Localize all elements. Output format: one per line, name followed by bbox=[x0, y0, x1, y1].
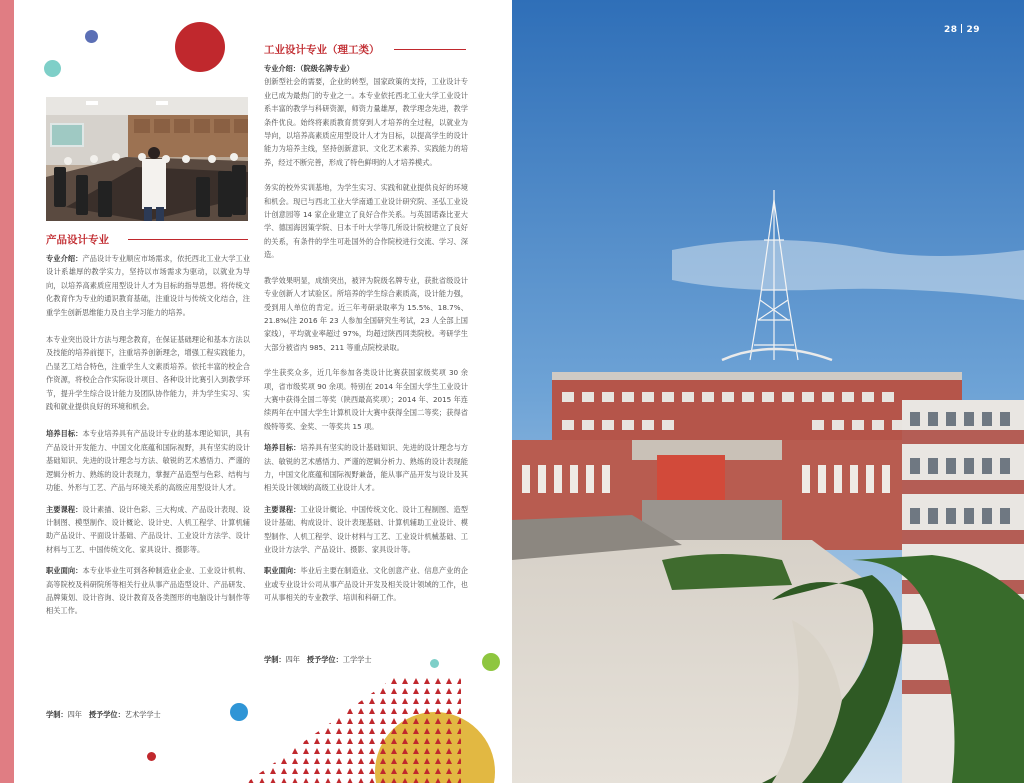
classroom-photo bbox=[46, 97, 248, 221]
product-design-intro bbox=[46, 252, 250, 319]
industrial-design-body bbox=[264, 62, 468, 613]
product-career-label: 职业面向： bbox=[46, 566, 83, 576]
industrial-design-meta bbox=[264, 655, 372, 665]
industrial-design-intro bbox=[264, 62, 468, 169]
industrial-design-title: 工业设计专业（理工类） bbox=[264, 44, 380, 56]
industrial-duration-label: 学制： bbox=[264, 655, 286, 664]
industrial-career-text: 毕业后主要在制造业、文化创意产业、信息产业的企业或专业设计公司从事产品设计开发及相关设计领域的工作，也可从事相关的专业教学、培训和科研工作。 bbox=[264, 566, 468, 603]
industrial-career-label: 职业面向： bbox=[264, 566, 301, 576]
industrial-goal-label: 培养目标： bbox=[264, 443, 301, 453]
page-spine bbox=[0, 0, 14, 783]
industrial-design-goal bbox=[264, 441, 468, 495]
industrial-design-para4: 学生获奖众多，近几年参加各类设计比赛获国家级奖项 30 余项，省市级奖项 90 余项。特别在 2014 年全国大学生工业设计大赛中获得全国二等奖（陕西最高奖项）；2014 年、2015 年连续两年在中国大学生计算机设计大赛中获得全国二等奖；获得省级特等奖、金奖、一等奖共 15 项。 bbox=[264, 368, 468, 431]
product-goal-label: 培养目标： bbox=[46, 429, 83, 439]
product-design-courses bbox=[46, 503, 250, 557]
industrial-courses-text: 工业设计概论、中国传统文化、设计工程制图、造型设计基础、构成设计、设计表现基础、计算机辅助工业设计、模型制作、人机工程学、设计材料与工艺、工业设计机械基础、工业设计方法学、产品设计、摄影、家具设计等。 bbox=[264, 504, 468, 554]
product-duration-label: 学制： bbox=[46, 710, 68, 719]
campus-photo bbox=[512, 0, 1024, 783]
product-design-goal bbox=[46, 427, 250, 494]
decor-dot-navy bbox=[85, 30, 98, 43]
industrial-courses-label: 主要课程： bbox=[264, 504, 301, 514]
decor-dot-red-large bbox=[175, 22, 225, 72]
page-numbers bbox=[944, 24, 980, 35]
decor-dot-teal-small bbox=[430, 659, 439, 668]
product-goal-text: 本专业培养具有产品设计专业的基本理论知识，具有产品设计开发能力、中国文化底蕴和国际视野，具有坚实的设计基础知识、先进的设计理念与方法、敏锐的艺术感悟力、严谨的逻辑分析力、熟练的设计表现力，掌握产品造型与色彩、结构与功能、外形与工艺、产品与环境关系的高级应用型设计人才。 bbox=[46, 429, 250, 493]
decor-dot-red-small bbox=[147, 752, 156, 761]
decor-triangle-pattern bbox=[246, 676, 461, 783]
left-page bbox=[14, 0, 512, 783]
decor-dot-green bbox=[482, 653, 500, 671]
industrial-goal-text: 培养具有坚实的设计基础知识、先进的设计理念与方法、敏锐的艺术感悟力、严谨的逻辑分析力、熟练的设计表现能力，中国文化底蕴和国际视野兼备，能从事产品开发与设计及其相关设计领域的高级工业设计人才。 bbox=[264, 443, 468, 493]
product-degree-value: 艺术学学士 bbox=[124, 710, 161, 719]
product-intro-text: 产品设计专业顺应市场需求，依托西北工业大学工业设计系雄厚的教学实力，坚持以市场需求为驱动，以就业为导向，以培养高素质应用型设计人才为目标的指导思想。将传统文化教育作为专业的通识教育基础，注重设计与传统文化结合，注重学生创新思维能力及自主学习能力的培养。 bbox=[46, 254, 250, 317]
product-design-body bbox=[46, 252, 250, 626]
decor-dot-teal bbox=[44, 60, 61, 77]
industrial-degree-label: 授予学位： bbox=[306, 655, 343, 664]
product-courses-label: 主要课程： bbox=[46, 504, 83, 514]
product-design-para2: 本专业突出设计方法与理念教育，在保证基础理论和基本方法以及技能的培养前提下，注重培养创新理念，增强工程实践能力，凸显艺工结合特色，注重学生人文素质培养。依托丰富的校企合作资源，将校企合作实际设计项目、各种设计比赛引入到教学环节，提升学生综合设计能力及团队协作能力，并为学生实习、实践和就业提供良好的环境和机会。 bbox=[46, 335, 250, 412]
industrial-duration-value: 四年 bbox=[285, 655, 300, 664]
industrial-design-para2: 务实的校外实训基地，为学生实习、实践和就业提供良好的环境和机会。现已与西北工业大学南通工业设计研究院、圣弘工业设计创意园等 14 家企业建立了良好合作关系。与英国诺森比亚大学、德国海因策学院、日本千叶大学等几所设计院校建立了良好的关系，有条件的学生可赴国外的合作院校进行交流、学习、深造。 bbox=[264, 183, 468, 260]
product-courses-text: 设计素描、设计色彩、三大构成、产品设计表现、设计制图、模型制作、设计概论、设计史、人机工程学、计算机辅助产品设计、平面设计基础、产品设计、工业设计方法学、设计材料与工艺、中国传统文化、家具设计、摄影等。 bbox=[46, 504, 250, 554]
product-duration-value: 四年 bbox=[67, 710, 82, 719]
product-design-career bbox=[46, 564, 250, 618]
page-number-right: 29 bbox=[966, 25, 980, 35]
product-design-title-rule bbox=[128, 239, 248, 240]
industrial-design-courses bbox=[264, 503, 468, 557]
industrial-intro-label: 专业介绍：（院级名牌专业） bbox=[264, 64, 354, 73]
product-intro-label: 专业介绍： bbox=[46, 254, 83, 263]
industrial-design-title-rule bbox=[394, 49, 466, 50]
industrial-intro-text: 创新型社会的需要，企业的转型，国家政策的支持，工业设计专业已成为最热门的专业之一。本专业依托西北工业大学工业设计系丰富的教学与科研资源，师资力量雄厚，教学理念先进，教学条件优良。始终将素质教育贯穿到人才培养的全过程，以就业为导向，以培养高素质应用型设计人才为目标，以提高学生的设计能力为培养主线，坚持创新意识、文化艺术素养、实践能力的培养，经过不断完善，形成了特色鲜明的人才培养模式。 bbox=[264, 77, 468, 167]
product-career-text: 本专业毕业生可到各种制造业企业、工业设计机构、高等院校及科研院所等相关行业从事产品造型设计、产品研发、品牌策划、设计咨询、设计教育及各类图形的电脑设计与制作等相关工作。 bbox=[46, 566, 250, 616]
industrial-degree-value: 工学学士 bbox=[342, 655, 372, 664]
industrial-design-para3: 教学效果明显，成绩突出，被评为院级名牌专业，获批省级设计专业创新人才试验区。所培养的学生综合素质高，设计能力强，受到用人单位的肯定。近三年考研录取率为 15.5%、18.7%、21.8%(注 2016 年 23 人参加全国研究生考试，23 人全部上国家线），平均就业率超过 97%，均超过陕西同类院校。考研学生大部分被省内 985、211 等重点院校录取。 bbox=[264, 275, 468, 352]
industrial-design-career bbox=[264, 564, 468, 604]
product-design-meta bbox=[46, 710, 161, 720]
product-degree-label: 授予学位： bbox=[88, 710, 125, 719]
campus-photo-illustration bbox=[512, 0, 1024, 783]
page-number-separator bbox=[961, 24, 962, 33]
product-design-title: 产品设计专业 bbox=[46, 234, 109, 246]
page-number-left: 28 bbox=[943, 25, 958, 35]
